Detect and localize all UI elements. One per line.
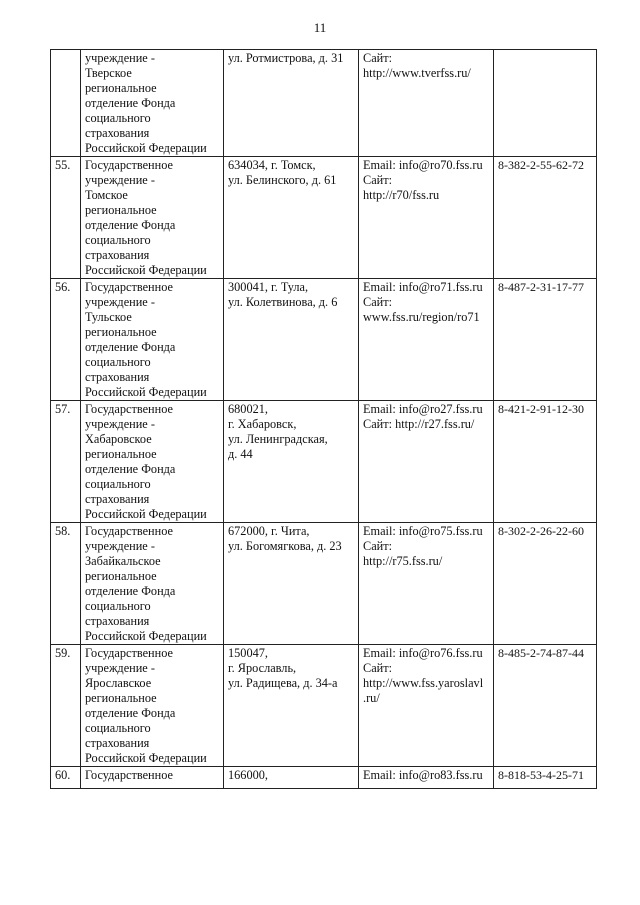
postal-address: 300041, г. Тула, ул. Колетвинова, д. 6 [224,279,359,401]
postal-address: ул. Ротмистрова, д. 31 [224,50,359,157]
table-row [51,279,597,401]
table-row [51,645,597,767]
phone-number [494,50,597,157]
postal-address: 634034, г. Томск, ул. Белинского, д. 61 [224,157,359,279]
phone-number: 8-421-2-91-12-30 [494,401,597,523]
phone-number: 8-302-2-26-22-60 [494,523,597,645]
table-body [51,50,597,789]
postal-address: 150047, г. Ярославль, ул. Радищева, д. 34-а [224,645,359,767]
page-number: 11 [313,20,327,35]
phone-number: 8-487-2-31-17-77 [494,279,597,401]
institution-name: Государственное учреждение - Хабаровское региональное отделение Фонда социального страхования Российской Федерации [81,401,224,523]
phone-number: 8-485-2-74-87-44 [494,645,597,767]
table-row [51,50,597,157]
postal-address: 672000, г. Чита, ул. Богомягкова, д. 23 [224,523,359,645]
email-and-website: Email: info@ro71.fss.ru Сайт: www.fss.ru/region/ro71 [359,279,494,401]
institution-name: Государственное учреждение - Тульское региональное отделение Фонда социального страхования Российской Федерации [81,279,224,401]
institution-name: Государственное учреждение - Забайкальское региональное отделение Фонда социального страхования Российской Федерации [81,523,224,645]
institution-name: учреждение - Тверское региональное отделение Фонда социального страхования Российской Федерации [81,50,224,157]
institution-name: Государственное учреждение - Ярославское региональное отделение Фонда социального страхования Российской Федерации [81,645,224,767]
email-and-website: Email: info@ro27.fss.ru Сайт: http://r27.fss.ru/ [359,401,494,523]
table-row [51,401,597,523]
row-number: 59. [51,645,81,767]
table-row [51,523,597,645]
postal-address: 166000, [224,767,359,789]
phone-number: 8-382-2-55-62-72 [494,157,597,279]
phone-number: 8-818-53-4-25-71 [494,767,597,789]
row-number: 58. [51,523,81,645]
institution-name: Государственное учреждение - Томское региональное отделение Фонда социального страхования Российской Федерации [81,157,224,279]
email-and-website: Email: info@ro70.fss.ru Сайт: http://r70/fss.ru [359,157,494,279]
fss-office-table [50,49,597,789]
row-number: 60. [51,767,81,789]
email-and-website: Email: info@ro75.fss.ru Сайт: http://r75.fss.ru/ [359,523,494,645]
email-and-website: Email: info@ro83.fss.ru [359,767,494,789]
institution-name: Государственное [81,767,224,789]
email-and-website: Email: info@ro76.fss.ru Сайт: http://www.fss.yaroslavl .ru/ [359,645,494,767]
row-number: 57. [51,401,81,523]
row-number: 56. [51,279,81,401]
row-number [51,50,81,157]
postal-address: 680021, г. Хабаровск, ул. Ленинградская, д. 44 [224,401,359,523]
email-and-website: Сайт: http://www.tverfss.ru/ [359,50,494,157]
table-row [51,767,597,789]
table-row [51,157,597,279]
row-number: 55. [51,157,81,279]
